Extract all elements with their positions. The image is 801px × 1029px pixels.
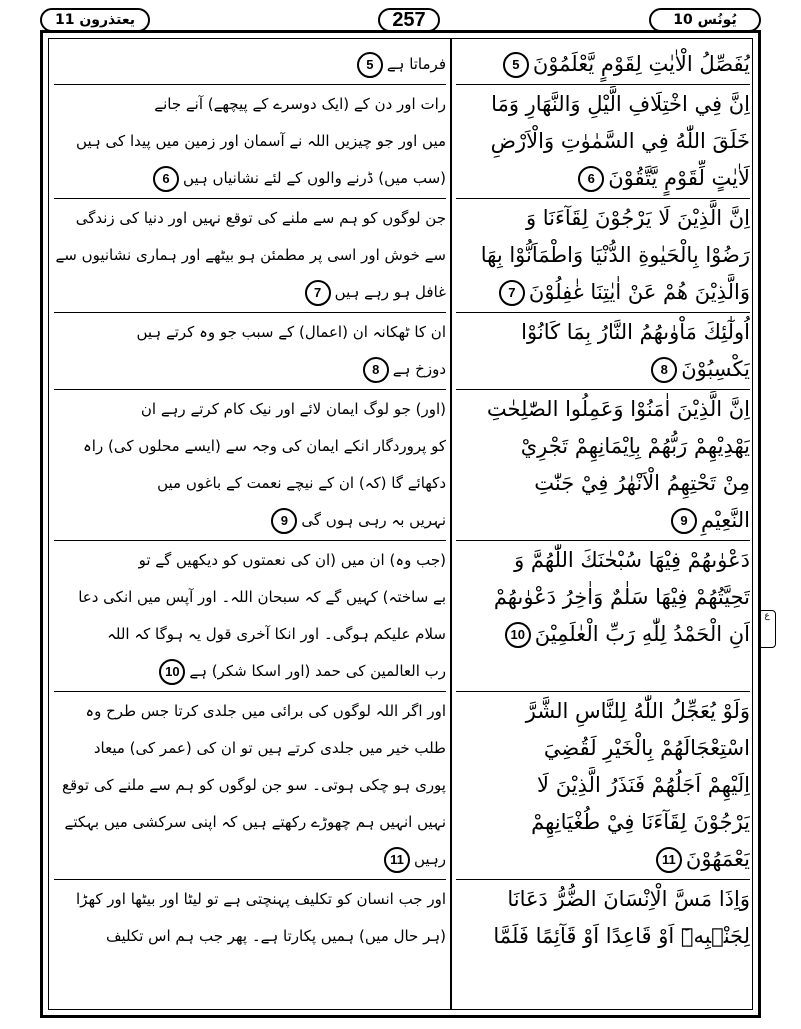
- urdu-verse-block: [54, 881, 446, 955]
- arabic-line-text: رَضُوْا بِالْحَيٰوةِ الدُّنْيَا وَاطْمَاَنُّوْا بِهَا: [480, 243, 750, 267]
- arabic-line: [456, 465, 750, 502]
- urdu-line: [54, 274, 446, 311]
- urdu-line: [54, 391, 446, 428]
- ruku-marker: ع: [758, 610, 776, 648]
- arabic-verse-block: [456, 46, 750, 83]
- urdu-line: [54, 653, 446, 690]
- urdu-verse-block: [54, 46, 446, 83]
- ayah-number-marker: 7: [499, 280, 525, 306]
- urdu-line-text: سے خوش اور اسی پر مطمئن ہو بیٹھے اور ہماری نشانیوں سے: [55, 246, 446, 264]
- urdu-line-text: غافل ہو رہے ہیں: [334, 283, 446, 301]
- urdu-line: [54, 123, 446, 160]
- urdu-line: [54, 428, 446, 465]
- arabic-line-text: اِنَّ الَّذِيْنَ اٰمَنُوْا وَعَمِلُوا الصّٰلِحٰتِ: [486, 397, 750, 421]
- urdu-line: [54, 351, 446, 388]
- arabic-line: [456, 274, 750, 311]
- urdu-line: [54, 46, 446, 83]
- urdu-line-text: بے ساختہ) کہیں گے کہ سبحان اللہ۔ اور آپس میں انکی دعا: [78, 588, 446, 606]
- urdu-line-text: نہریں بہ رہی ہوں گی: [301, 511, 446, 529]
- arabic-line-text: وَالَّذِيْنَ هُمْ عَنْ اٰيٰتِنَا غٰفِلُوْنَ: [528, 280, 750, 304]
- verse-separator: [456, 389, 750, 390]
- ayah-number-marker: 6: [153, 166, 179, 192]
- ayah-number-marker: 5: [503, 52, 529, 78]
- arabic-line-text: يَكْسِبُوْنَ: [681, 357, 750, 381]
- para-name-label: یعتذرون 11: [40, 8, 150, 32]
- urdu-line: [54, 881, 446, 918]
- verse-separator: [54, 540, 446, 541]
- verse-separator: [456, 312, 750, 313]
- arabic-line-text: وَلَوْ يُعَجِّلُ اللّٰهُ لِلنَّاسِ الشَّرَّ: [525, 699, 750, 723]
- arabic-line: [456, 767, 750, 804]
- arabic-line: [456, 542, 750, 579]
- ayah-number-marker: 9: [271, 508, 297, 534]
- urdu-line-text: (اور) جو لوگ ایمان لائے اور نیک کام کرتے رہے ان: [140, 400, 446, 418]
- urdu-line-text: رات اور دن کے (ایک دوسرے کے پیچھے) آنے جانے: [154, 95, 446, 113]
- arabic-line: [456, 428, 750, 465]
- arabic-line: [456, 314, 750, 351]
- urdu-line: [54, 542, 446, 579]
- urdu-line-text: (جب وہ) ان میں (ان کی نعمتوں کو دیکھیں گے تو: [138, 551, 446, 569]
- urdu-line: [54, 804, 446, 841]
- verse-separator: [456, 198, 750, 199]
- arabic-line-text: اِنَّ الَّذِيْنَ لَا يَرْجُوْنَ لِقَآءَنَا وَ: [525, 206, 750, 230]
- arabic-line: [456, 86, 750, 123]
- arabic-line: [456, 579, 750, 616]
- arabic-line: [456, 881, 750, 918]
- arabic-line-text: تَحِيَّتُهُمْ فِيْهَا سَلٰمٌ وَاٰخِرُ دَعْوٰىهُمْ: [493, 585, 750, 609]
- urdu-line-text: اور اگر اللہ لوگوں کی برائی میں جلدی کرتا جس طرح وہ: [85, 702, 446, 720]
- arabic-line: [456, 123, 750, 160]
- arabic-line-text: يَعْمَهُوْنَ: [685, 847, 750, 871]
- urdu-line: [54, 160, 446, 197]
- urdu-line-text: طلب خیر میں جلدی کرتے ہیں تو ان کی (عمر کی) میعاد: [93, 739, 446, 757]
- urdu-line: [54, 237, 446, 274]
- arabic-line: [456, 804, 750, 841]
- verse-separator: [54, 389, 446, 390]
- urdu-line-text: سلام علیکم ہوگی۔ اور انکا آخری قول یہ ہوگا کہ اللہ: [107, 625, 446, 643]
- urdu-line-text: پوری ہو چکی ہوتی۔ سو جن لوگوں کو ہم سے ملنے کی توقع: [61, 776, 446, 794]
- ayah-number-marker: 8: [363, 357, 389, 383]
- arabic-line: [456, 160, 750, 197]
- arabic-line-text: لَاٰيٰتٍ لِّقَوْمٍ يَّتَّقُوْنَ: [608, 166, 750, 190]
- verse-separator: [54, 312, 446, 313]
- arabic-line-text: وَاِذَا مَسَّ الْاِنْسَانَ الضُّرُّ دَعَانَا: [507, 887, 750, 911]
- urdu-line-text: رہیں: [414, 850, 446, 868]
- urdu-line-text: رب العالمین کی حمد (اور اسکا شکر) ہے: [189, 662, 446, 680]
- urdu-line: [54, 767, 446, 804]
- column-divider: [450, 38, 452, 1010]
- arabic-line: [456, 918, 750, 955]
- ayah-number-marker: 11: [384, 847, 410, 873]
- ayah-number-marker: 8: [651, 357, 677, 383]
- urdu-verse-block: [54, 314, 446, 388]
- urdu-line-text: ان کا ٹھکانہ ان (اعمال) کے سبب جو وہ کرتے ہیں: [136, 323, 446, 341]
- arabic-line-text: دَعْوٰىهُمْ فِيْهَا سُبْحٰنَكَ اللّٰهُمَّ وَ: [514, 548, 750, 572]
- verse-separator: [456, 540, 750, 541]
- urdu-line-text: کو پروردگار انکے ایمان کی وجہ سے (ایسے محلوں کی) راہ: [83, 437, 446, 455]
- arabic-line: [456, 391, 750, 428]
- urdu-line: [54, 616, 446, 653]
- ayah-number-marker: 6: [578, 166, 604, 192]
- verse-separator: [54, 84, 446, 85]
- ayah-number-marker: 7: [305, 280, 331, 306]
- arabic-line: [456, 237, 750, 274]
- surah-name-label: یُونُس 10: [649, 8, 761, 32]
- urdu-line-text: جن لوگوں کو ہم سے ملنے کی توقع نہیں اور دنیا کی زندگی: [75, 209, 446, 227]
- urdu-line-text: دکھائے گا (کہ) ان کے نیچے نعمت کے باغوں میں: [157, 474, 446, 492]
- arabic-line-text: خَلَقَ اللّٰهُ فِي السَّمٰوٰتِ وَالْاَرْضِ: [490, 129, 750, 153]
- verse-separator: [54, 879, 446, 880]
- arabic-line-text: النَّعِيْمِ: [700, 508, 750, 532]
- verse-separator: [456, 691, 750, 692]
- urdu-line: [54, 730, 446, 767]
- urdu-verse-block: [54, 693, 446, 878]
- arabic-line-text: يُفَصِّلُ الْاٰيٰتِ لِقَوْمٍ يَّعْلَمُوْنَ: [532, 52, 750, 76]
- arabic-verse-block: [456, 542, 750, 653]
- urdu-line-text: نہیں انہیں ہم چھوڑے رکھتے ہیں کہ اپنی سرکشی میں بہکتے: [64, 813, 446, 831]
- verse-separator: [54, 198, 446, 199]
- arabic-line-text: اِنَّ فِي اخْتِلَافِ الَّيْلِ وَالنَّهَارِ وَمَا: [491, 92, 750, 116]
- ayah-number-marker: 11: [656, 847, 682, 873]
- urdu-line: [54, 841, 446, 878]
- urdu-line: [54, 86, 446, 123]
- arabic-line: [456, 200, 750, 237]
- urdu-verse-block: [54, 542, 446, 690]
- arabic-verse-block: [456, 881, 750, 955]
- arabic-line-text: اِلَيْهِمْ اَجَلُهُمْ فَنَذَرُ الَّذِيْنَ لَا: [537, 773, 750, 797]
- urdu-line-text: (ہر حال میں) ہمیں پکارتا ہے۔ پھر جب ہم اس تکلیف: [105, 927, 446, 945]
- urdu-line: [54, 918, 446, 955]
- urdu-line: [54, 579, 446, 616]
- urdu-line: [54, 314, 446, 351]
- arabic-line: [456, 616, 750, 653]
- urdu-verse-block: [54, 391, 446, 539]
- arabic-line: [456, 693, 750, 730]
- urdu-line: [54, 502, 446, 539]
- arabic-verse-block: [456, 314, 750, 388]
- urdu-line: [54, 693, 446, 730]
- arabic-line-text: يَهْدِيْهِمْ رَبُّهُمْ بِاِيْمَانِهِمْ تَجْرِيْ: [520, 434, 750, 458]
- urdu-line-text: میں اور جو چیزیں اللہ نے آسمان اور زمین میں پیدا کی ہیں: [76, 132, 446, 150]
- arabic-line-text: اسْتِعْجَالَهُمْ بِالْخَيْرِ لَقُضِيَ: [543, 736, 750, 760]
- arabic-line-text: لِجَنْۢبِهٖٓ اَوْ قَاعِدًا اَوْ قَآئِمًا فَلَمَّا: [493, 924, 750, 948]
- arabic-verse-block: [456, 86, 750, 197]
- arabic-line: [456, 46, 750, 83]
- arabic-line: [456, 730, 750, 767]
- verse-separator: [456, 84, 750, 85]
- page-header: [40, 6, 761, 32]
- verse-separator: [54, 691, 446, 692]
- arabic-line: [456, 841, 750, 878]
- arabic-line: [456, 351, 750, 388]
- urdu-verse-block: [54, 200, 446, 311]
- ayah-number-marker: 9: [671, 508, 697, 534]
- urdu-line-text: اور جب انسان کو تکلیف پہنچتی ہے تو لیٹا اور بیٹھا اور کھڑا: [76, 890, 446, 908]
- page-number: 257: [378, 8, 440, 32]
- arabic-line-text: اَنِ الْحَمْدُ لِلّٰهِ رَبِّ الْعٰلَمِيْنَ: [534, 622, 750, 646]
- ayah-number-marker: 10: [505, 622, 531, 648]
- arabic-line-text: يَرْجُوْنَ لِقَآءَنَا فِيْ طُغْيَانِهِمْ: [531, 810, 750, 834]
- urdu-line-text: (سب میں) ڈرنے والوں کے لئے نشانیاں ہیں: [183, 169, 446, 187]
- arabic-line: [456, 502, 750, 539]
- urdu-line: [54, 200, 446, 237]
- arabic-verse-block: [456, 391, 750, 539]
- verse-separator: [456, 879, 750, 880]
- urdu-line: [54, 465, 446, 502]
- urdu-line-text: دوزخ ہے: [392, 360, 446, 378]
- ayah-number-marker: 5: [357, 52, 383, 78]
- urdu-line-text: فرماتا ہے: [386, 55, 446, 73]
- arabic-line-text: مِنْ تَحْتِهِمُ الْاَنْهٰرُ فِيْ جَنّٰتِ: [534, 471, 750, 495]
- ayah-number-marker: 10: [159, 659, 185, 685]
- arabic-verse-block: [456, 693, 750, 878]
- arabic-verse-block: [456, 200, 750, 311]
- arabic-line-text: اُولٰٓئِكَ مَاْوٰىهُمُ النَّارُ بِمَا كَانُوْا: [521, 320, 750, 344]
- urdu-verse-block: [54, 86, 446, 197]
